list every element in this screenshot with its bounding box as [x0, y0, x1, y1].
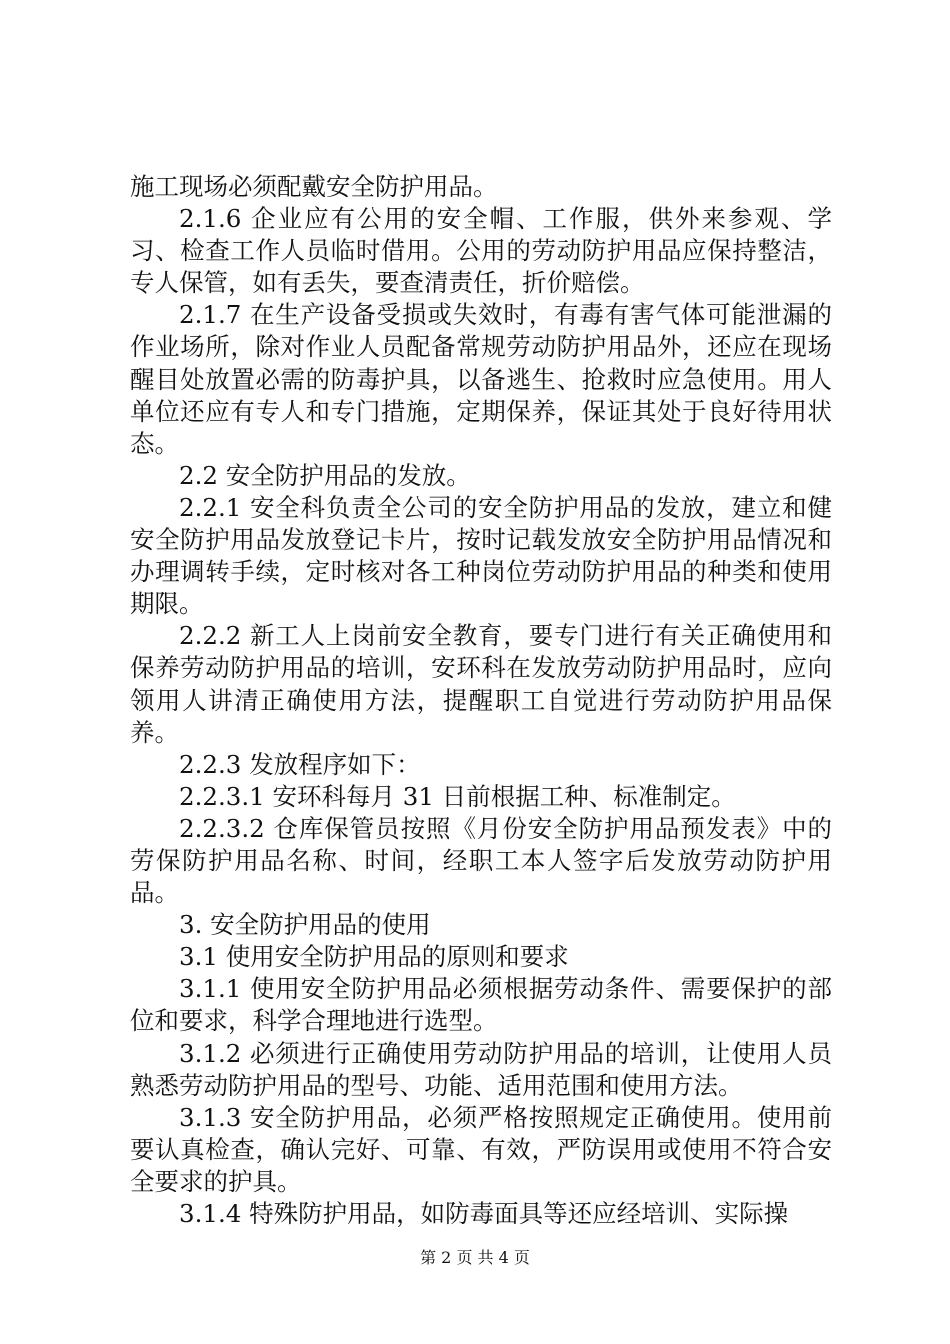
paragraph: 2.2.3.1 安环科每月 31 日前根据工种、标准制定。: [179, 781, 736, 811]
section-heading: 3. 安全防护用品的使用: [179, 910, 431, 940]
paragraph: 2.2.3 发放程序如下：: [179, 749, 421, 779]
paragraph: 3.1.3 安全防护用品，必须严格按照规定正确使用。使用前要认真检查，确认完好、可靠、有效，严防误用或使用不符合安全要求的护具。: [130, 1102, 832, 1196]
paragraph: 2.2.2 新工人上岗前安全教育，要专门进行有关正确使用和保养劳动防护用品的培训，安环科在发放劳动防护用品时，应向领用人讲清正确使用方法，提醒职工自觉进行劳动防护用品保养。: [130, 621, 832, 747]
paragraph: 2.1.6 企业应有公用的安全帽、工作服，供外来参观、学习、检查工作人员临时借用。公用的劳动防护用品应保持整洁，专人保管，如有丢失，要查清责任，折价赔偿。: [130, 204, 832, 298]
page-number-footer: 第 2 页 共 4 页: [420, 1248, 530, 1267]
paragraph: 3.1.4 特殊防护用品，如防毒面具等还应经培训、实际操: [179, 1199, 789, 1228]
paragraph: 3.1.2 必须进行正确使用劳动防护用品的培训，让使用人员熟悉劳动防护用品的型号、功能、适用范围和使用方法。: [130, 1038, 832, 1100]
paragraph: 2.2.3.2 仓库保管员按照《月份安全防护用品预发表》中的劳保防护用品名称、时间，经职工本人签字后发放劳动防护用品。: [130, 813, 832, 908]
paragraph: 施工现场必须配戴安全防护用品。: [130, 172, 498, 201]
section-heading: 3.1 使用安全防护用品的原则和要求: [179, 942, 569, 972]
paragraph: 2.1.7 在生产设备受损或失效时，有毒有害气体可能泄漏的作业场所，除对作业人员配备常规劳动防护用品外，还应在现场醒目处放置必需的防毒护具，以备逃生、抢救时应急使用。用人单位还应有专人和专门措施，定期保养，保证其处于良好待用状态。: [130, 300, 832, 458]
paragraph: 2.2.1 安全科负责全公司的安全防护用品的发放，建立和健安全防护用品发放登记卡片，按时记载发放安全防护用品情况和办理调转手续，定时核对各工种岗位劳动防护用品的种类和使用期限。: [130, 492, 832, 619]
section-heading: 2.2 安全防护用品的发放。: [179, 460, 471, 490]
paragraph: 3.1.1 使用安全防护用品必须根据劳动条件、需要保护的部位和要求，科学合理地进行选型。: [130, 974, 832, 1036]
document-body: [130, 171, 832, 1230]
